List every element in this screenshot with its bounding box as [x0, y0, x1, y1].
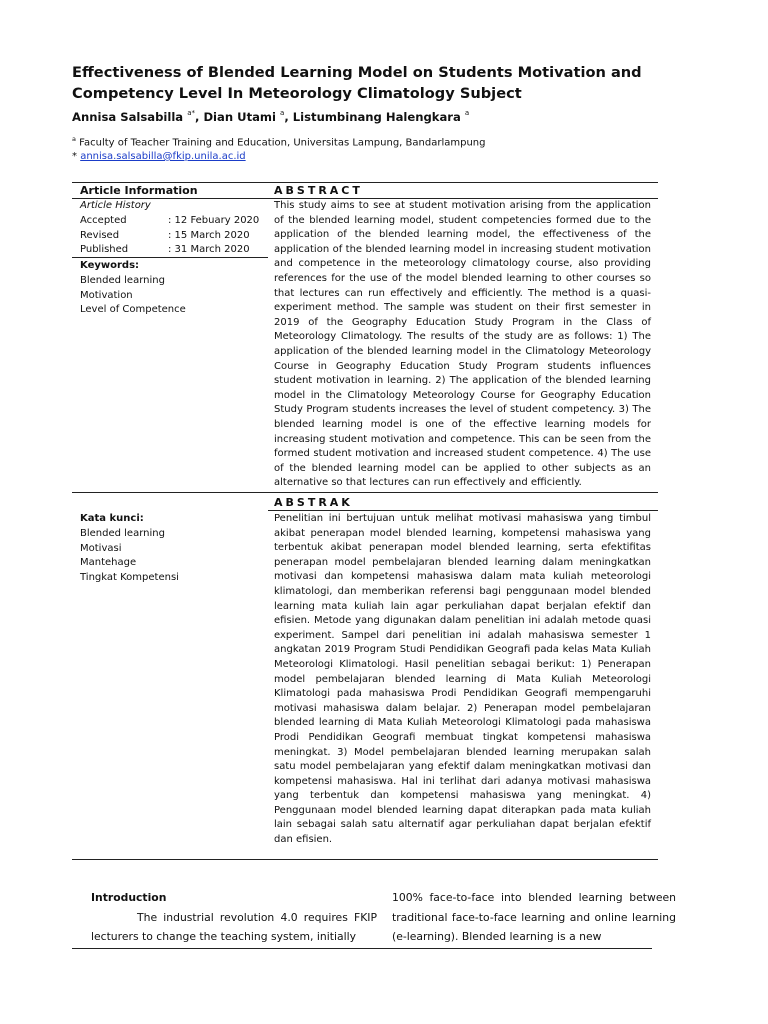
introduction-column-right: 100% face-to-face into blended learning between traditional face-to-face learning and online learning (e-learning). Blended learning is a new	[392, 891, 676, 943]
keyword-item: Motivation	[80, 289, 133, 301]
author-name: Annisa Salsabilla	[72, 110, 184, 124]
accepted-label: Accepted	[80, 214, 127, 226]
author-separator: ,	[284, 110, 293, 124]
kata-kunci-item: Motivasi	[80, 542, 122, 554]
author-sup: a	[464, 109, 470, 118]
introduction-heading: Introduction	[91, 891, 167, 904]
kata-kunci-label: Kata kunci:	[80, 513, 144, 524]
article-history	[80, 199, 259, 258]
email-mark: *	[72, 151, 77, 162]
article-history-label: Article History	[80, 200, 151, 211]
author-separator: ,	[194, 110, 204, 124]
kata-kunci-block	[80, 512, 179, 586]
abstract-text: This study aims to see at student motivation arising from the application of the blended learning model, student competencies formed due to the application of the blended learning model, the effectiveness of the application of the blended learning model in increasing student motivation and competence in the meteorology climatology course, also providing references for the use of the model blended learning to other courses so that lectures can run effectively and efficiently. The method is a quasi-experiment method. The sample was student on their first semester in 2019 of the Geography Education Study Program in the Class of Meteorology Climatology. The results of the study are as follows: 1) The application of the blended learning model in the Climatology Meteorology Course in Geography Education Study Program students influences student motivation in learning. 2) The application of the blended learning model in the Climatology Meteorology Course for Geography Education Study Program students increases the level of student competency. 3) The blended learning model is one of the effective learning models for increasing student motivation and competence. This can be seen from the formed student motivation and increased student competence. 4) The use of the blended learning model can be applied to other subjects as an alternative so that lectures can run effectively and efficiently.	[274, 200, 651, 489]
published-value: : 31 March 2020	[168, 244, 250, 256]
keyword-item: Level of Competence	[80, 304, 186, 316]
author-name: Listumbinang Halengkara	[292, 110, 461, 124]
abstract-heading: ABSTRACT	[274, 184, 363, 197]
affiliation	[72, 135, 485, 148]
paper-title: Effectiveness of Blended Learning Model on Students Motivation and Competency Level In Meteorology Climatology Subject	[72, 64, 642, 102]
author-sup: a	[280, 109, 285, 118]
affiliation-text: Faculty of Teacher Training and Education, Universitas Lampung, Bandarlampung	[79, 137, 486, 149]
introduction-column-left	[91, 888, 377, 947]
published-row	[80, 243, 259, 258]
affiliation-mark: a	[72, 135, 76, 143]
page-footer-rule	[72, 948, 652, 949]
corresponding-email	[72, 151, 246, 162]
author-name: Dian Utami	[203, 110, 276, 124]
keywords-block	[80, 259, 186, 318]
keywords-label: Keywords:	[80, 260, 140, 271]
revised-label: Revised	[80, 229, 120, 241]
top-rule	[72, 182, 658, 183]
accepted-row	[80, 214, 259, 229]
accepted-value: : 12 Febuary 2020	[168, 214, 260, 226]
kata-kunci-item: Mantehage	[80, 557, 137, 569]
author-sup: a*	[187, 109, 195, 118]
kata-kunci-item: Blended learning	[80, 527, 165, 539]
abstrak-head-rule	[268, 510, 658, 511]
email-link[interactable]: annisa.salsabilla@fkip.unila.ac.id	[80, 151, 246, 162]
kata-kunci-item: Tingkat Kompetensi	[80, 572, 179, 584]
bottom-rule	[72, 859, 658, 860]
introduction-paragraph: The industrial revolution 4.0 requires FKIP lecturers to change the teaching system, initially	[91, 910, 377, 943]
keyword-item: Blended learning	[80, 274, 165, 286]
abstrak-heading: ABSTRAK	[274, 496, 353, 509]
revised-row	[80, 229, 259, 244]
revised-value: : 15 March 2020	[168, 229, 250, 241]
abstrak-text: Penelitian ini bertujuan untuk melihat motivasi mahasiswa yang timbul akibat penerapan model blended learning, kompetensi mahasiswa yang terbentuk akibat penerapan model blended learning, serta efektifitas penerapan model pembelajaran blended learning dalam meningkatkan motivasi dan kompetensi mahasiswa dalam mata kuliah meteorologi klimatologi, dan memberikan referensi bagi penggunaan model blended learning mata kuliah lain agar perkuliahan dapat berjalan efektif dan efisien. Metode yang digunakan dalam penelitian ini adalah metode quasi experiment. Sampel dari penelitian ini adalah mahasiswa semester 1 angkatan 2019 Program Studi Pendidikan Geografi pada kelas Mata Kuliah Meteorologi Klimatologi. Hasil penelitian sebagai berikut: 1) Penerapan model pembelajaran blended learning di Mata Kuliah Meteorologi Klimatologi pada mahasiswa Prodi Pendidikan Geografi mempengaruhi motivasi mahasiswa dalam belajar. 2) Penerapan model pembelajaran blended learning di Mata Kuliah Meteorologi Klimatologi pada mahasiswa Prodi Pendidikan Geografi membuat tingkat kompetensi mahasiswa meningkat. 3) Model pembelajaran blended learning merupakan salah satu model pembelajaran yang efektif dalam meningkatkan motivasi dan kompetensi mahasiswa. Hal ini terlihat dari adanya motivasi mahasiswa yang terbentuk dan kompetensi mahasiswa yang meningkat. 4) Penggunaan model blended learning dapat diterapkan pada mata kuliah lain sebagai salah satu alternatif agar perkuliahan dapat berjalan efektif dan efisien.	[274, 513, 651, 846]
author-list	[72, 110, 469, 124]
published-label: Published	[80, 244, 129, 256]
abstract-end-rule	[72, 492, 658, 493]
article-info-heading: Article Information	[80, 184, 198, 197]
